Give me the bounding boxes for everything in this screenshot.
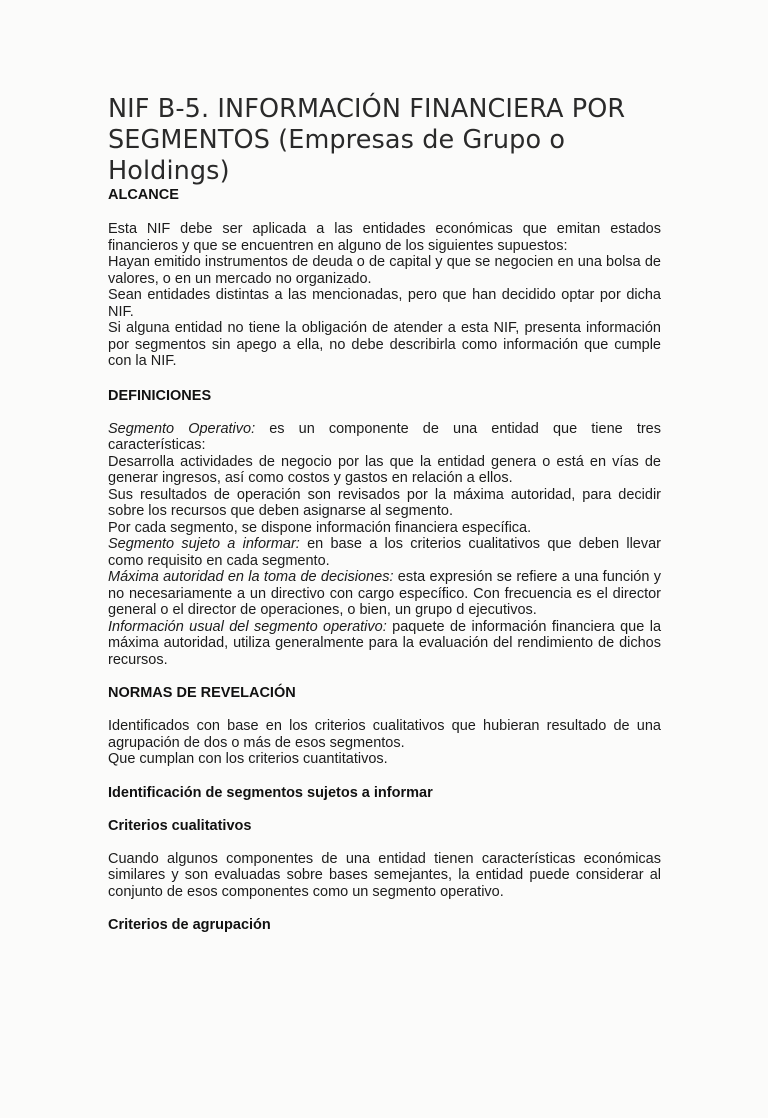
- definition-text: paquete de información financiera que la máxima autoridad, utiliza generalmente para la evaluación del rendimiento de dichos recursos.: [108, 618, 662, 668]
- document-page: [0, 94, 768, 1118]
- section-body-definiciones: [108, 421, 661, 669]
- paragraph: Sean entidades distintas a las mencionadas, pero que han decidido optar por dicha NIF.: [108, 287, 661, 320]
- term-segmento-sujeto: Segmento sujeto a informar:: [108, 536, 300, 552]
- definition-informacion-usual: [108, 619, 661, 669]
- title-line-2: SEGMENTOS (Empresas de Grupo o Holdings): [108, 125, 566, 186]
- term-segmento-operativo: Segmento Operativo:: [108, 420, 256, 437]
- term-informacion-usual: Información usual del segmento operativo:: [108, 618, 387, 635]
- paragraph: Hayan emitido instrumentos de deuda o de capital y que se negocien en una bolsa de valores, o en un mercado no organizado.: [108, 254, 661, 287]
- paragraph: Sus resultados de operación son revisados por la máxima autoridad, para decidir sobre los recursos que deben asignarse al segmento.: [108, 486, 661, 519]
- definition-segmento-operativo: [108, 421, 661, 454]
- paragraph: Por cada segmento, se dispone información financiera específica.: [108, 519, 532, 536]
- paragraph: Cuando algunos componentes de una entidad tienen características económicas similares y son evaluadas sobre bases semejantes, la entidad puede considerar al conjunto de esos componentes como un segmento operativo.: [108, 850, 661, 900]
- definition-text: en base a los criterios cualitativos que deben llevar como requisito en cada segmento.: [108, 536, 661, 569]
- section-heading-criterios-cualitativos: Criterios cualitativos: [108, 817, 252, 834]
- definition-maxima-autoridad: [108, 569, 661, 619]
- paragraph: Identificados con base en los criterios cualitativos que hubieran resultado de una agrupación de dos o más de esos segmentos.: [108, 718, 661, 751]
- term-maxima-autoridad: Máxima autoridad en la toma de decisiones:: [108, 569, 394, 585]
- definition-text: es un componente de una entidad que tiene tres características:: [108, 420, 661, 453]
- section-heading-identificacion: Identificación de segmentos sujetos a informar: [108, 784, 433, 801]
- paragraph: Esta NIF debe ser aplicada a las entidades económicas que emitan estados financieros y que se encuentren en alguno de los siguientes supuestos:: [108, 221, 661, 254]
- section-heading-criterios-agrupacion: Criterios de agrupación: [108, 917, 271, 933]
- section-heading-normas: NORMAS DE REVELACIÓN: [108, 685, 296, 701]
- paragraph: Si alguna entidad no tiene la obligación de atender a esta NIF, presenta información por segmentos sin apego a ella, no debe describirla como información que cumple con la NIF.: [108, 320, 661, 369]
- document-title: [108, 94, 661, 187]
- section-heading-alcance: ALCANCE: [108, 187, 179, 203]
- section-body-normas: [108, 718, 661, 768]
- title-line-1: NIF B-5. INFORMACIÓN FINANCIERA POR: [108, 94, 626, 124]
- definition-text: esta expresión se refiere a una función y no necesariamente a un directivo con cargo específico. Con frecuencia es el director general o el director de operaciones, o bien, un grupo d ejecutivos.: [108, 569, 661, 618]
- paragraph: Que cumplan con los criterios cuantitativos.: [108, 751, 388, 767]
- section-body-alcance: [108, 221, 661, 370]
- section-body-criterios-cualitativos: [108, 851, 661, 901]
- definition-segmento-sujeto: [108, 536, 661, 569]
- paragraph: Desarrolla actividades de negocio por las que la entidad genera o está en vías de generar ingresos, así como costos y gastos en relación a ellos.: [108, 453, 661, 486]
- section-heading-definiciones: DEFINICIONES: [108, 387, 212, 404]
